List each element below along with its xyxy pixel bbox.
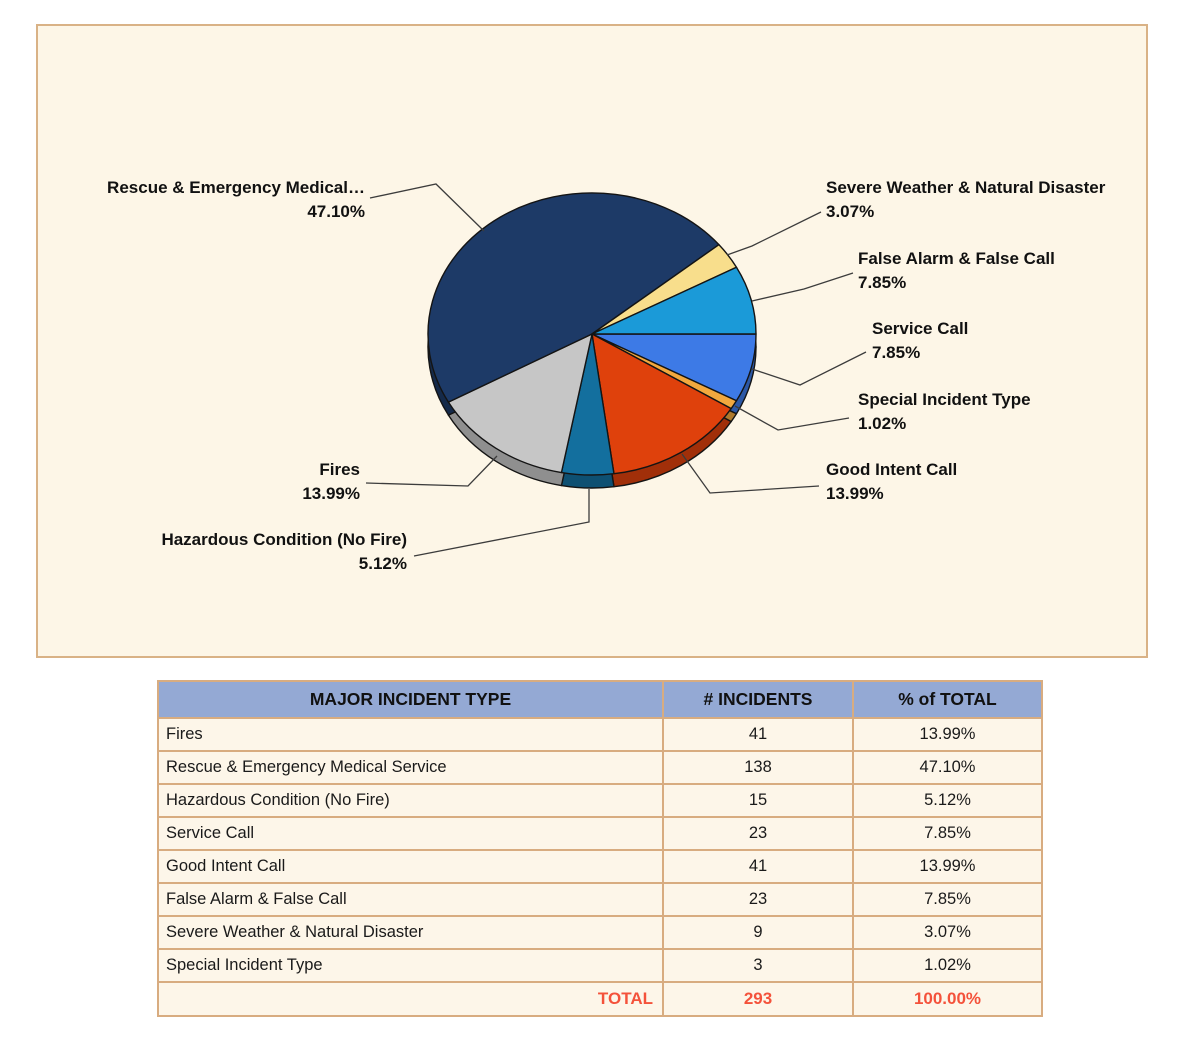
slice-percent-text: 5.12% <box>358 554 407 573</box>
header-num-incidents: # INCIDENTS <box>663 681 853 718</box>
cell-incident-type: Good Intent Call <box>158 850 663 883</box>
pie-slices <box>428 193 756 475</box>
cell-pct-of-total: 13.99% <box>853 850 1042 883</box>
table-row <box>158 784 1042 817</box>
table-total-row <box>158 982 1042 1016</box>
slice-label-false-alarm <box>858 247 1198 295</box>
cell-incident-type: Severe Weather & Natural Disaster <box>158 916 663 949</box>
slice-percent-text: 13.99% <box>826 484 884 503</box>
slice-label-text: Hazardous Condition (No Fire) <box>161 530 407 549</box>
table-header-row <box>158 681 1042 718</box>
slice-label-severe-weather <box>826 176 1166 224</box>
cell-num-incidents: 23 <box>663 883 853 916</box>
cell-num-incidents: 41 <box>663 718 853 751</box>
cell-num-incidents: 9 <box>663 916 853 949</box>
slice-label-text: Special Incident Type <box>858 390 1031 409</box>
cell-pct-of-total: 1.02% <box>853 949 1042 982</box>
cell-pct-of-total: 3.07% <box>853 916 1042 949</box>
total-incidents: 293 <box>663 982 853 1016</box>
leader-line-special-incident-type <box>735 406 849 430</box>
table-row <box>158 949 1042 982</box>
slice-label-fires <box>40 458 360 506</box>
incident-table <box>157 680 1043 1017</box>
slice-label-text: Good Intent Call <box>826 460 958 479</box>
cell-num-incidents: 3 <box>663 949 853 982</box>
slice-label-text: Severe Weather & Natural Disaster <box>826 178 1106 197</box>
slice-percent-text: 7.85% <box>872 343 921 362</box>
cell-incident-type: Special Incident Type <box>158 949 663 982</box>
slice-percent-text: 7.85% <box>858 273 907 292</box>
slice-label-text: Service Call <box>872 319 969 338</box>
slice-label-text: Rescue & Emergency Medical… <box>107 178 365 197</box>
slice-percent-text: 3.07% <box>826 202 875 221</box>
slice-label-hazardous-condition <box>87 528 407 576</box>
slice-label-text: False Alarm & False Call <box>858 249 1055 268</box>
cell-incident-type: Service Call <box>158 817 663 850</box>
table-row <box>158 883 1042 916</box>
cell-pct-of-total: 5.12% <box>853 784 1042 817</box>
cell-pct-of-total: 7.85% <box>853 883 1042 916</box>
cell-incident-type: Hazardous Condition (No Fire) <box>158 784 663 817</box>
leader-line-rescue-ems <box>370 184 484 231</box>
table-row <box>158 751 1042 784</box>
cell-incident-type: Rescue & Emergency Medical Service <box>158 751 663 784</box>
slice-label-good-intent-call <box>826 458 1166 506</box>
header-pct-of-total: % of TOTAL <box>853 681 1042 718</box>
cell-pct-of-total: 47.10% <box>853 751 1042 784</box>
slice-label-service-call <box>872 317 1200 365</box>
leader-line-severe-weather <box>727 212 821 255</box>
slice-percent-text: 13.99% <box>302 484 360 503</box>
cell-incident-type: Fires <box>158 718 663 751</box>
cell-num-incidents: 138 <box>663 751 853 784</box>
leader-line-hazardous-condition <box>414 489 589 556</box>
leader-line-good-intent-call <box>682 454 819 493</box>
total-pct: 100.00% <box>853 982 1042 1016</box>
cell-pct-of-total: 13.99% <box>853 718 1042 751</box>
cell-incident-type: False Alarm & False Call <box>158 883 663 916</box>
leader-line-service-call <box>752 352 866 385</box>
slice-label-special-incident-type <box>858 388 1198 436</box>
table-row <box>158 850 1042 883</box>
chart-panel <box>36 24 1148 658</box>
cell-num-incidents: 23 <box>663 817 853 850</box>
slice-label-text: Fires <box>319 460 360 479</box>
cell-pct-of-total: 7.85% <box>853 817 1042 850</box>
total-label: TOTAL <box>158 982 663 1016</box>
leader-line-fires <box>366 456 497 486</box>
table-row <box>158 718 1042 751</box>
cell-num-incidents: 41 <box>663 850 853 883</box>
table-row <box>158 817 1042 850</box>
table-row <box>158 916 1042 949</box>
cell-num-incidents: 15 <box>663 784 853 817</box>
header-major-incident-type: MAJOR INCIDENT TYPE <box>158 681 663 718</box>
slice-percent-text: 47.10% <box>307 202 365 221</box>
slice-percent-text: 1.02% <box>858 414 907 433</box>
leader-line-false-alarm <box>752 273 853 301</box>
slice-label-rescue-ems <box>45 176 365 224</box>
